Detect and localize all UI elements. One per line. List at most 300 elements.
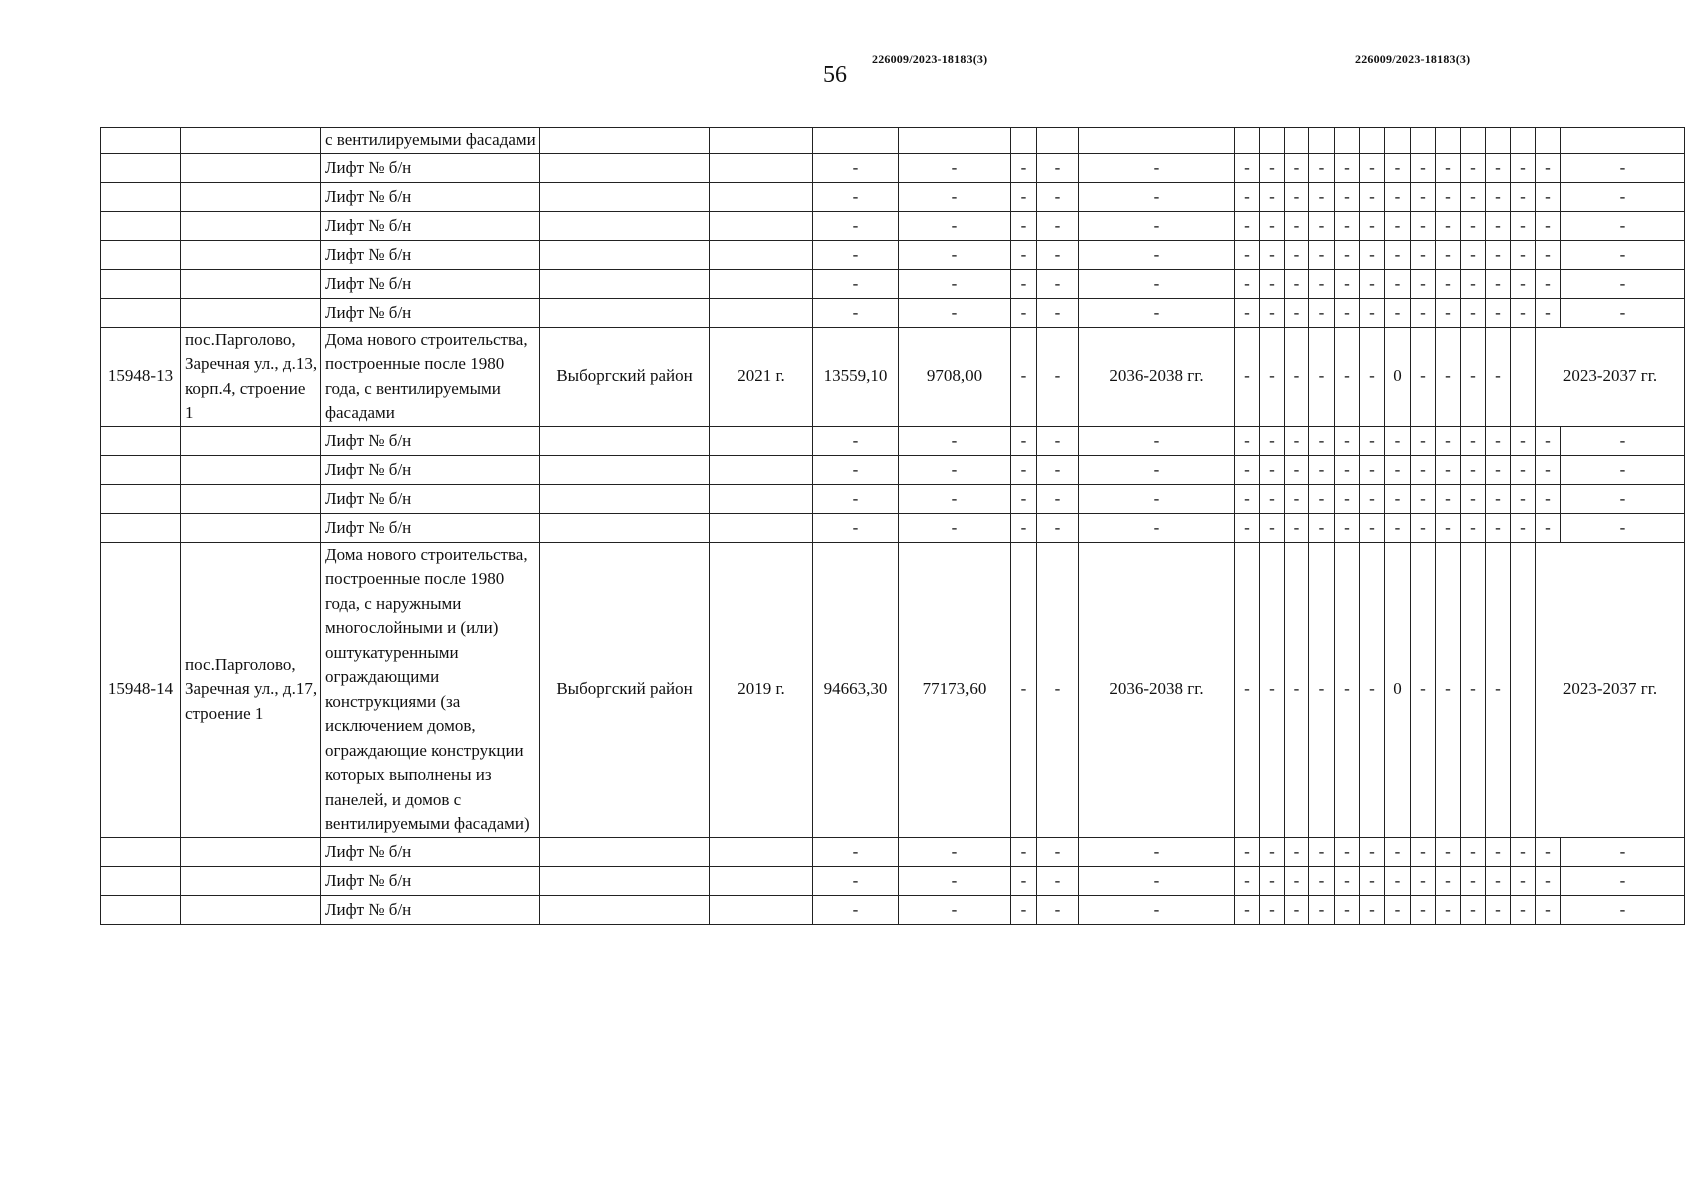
table-cell: - — [1360, 426, 1385, 455]
table-cell: - — [1037, 895, 1079, 924]
table-cell: - — [1436, 455, 1461, 484]
table-cell: - — [1561, 182, 1685, 211]
lift-label: Лифт № б/н — [321, 455, 540, 484]
table-cell — [101, 182, 181, 211]
table-cell — [813, 128, 899, 154]
table-cell — [1511, 327, 1536, 426]
repair-period-cell: 2023-2037 гг. — [1536, 327, 1685, 426]
table-cell: - — [1285, 269, 1309, 298]
table-cell: - — [1235, 895, 1260, 924]
table-cell: - — [1079, 269, 1235, 298]
table-cell: - — [1335, 153, 1360, 182]
table-cell — [101, 240, 181, 269]
table-cell — [181, 455, 321, 484]
table-cell: - — [1285, 426, 1309, 455]
table-cell: - — [1385, 513, 1411, 542]
table-cell: - — [1360, 484, 1385, 513]
table-cell: - — [1461, 211, 1486, 240]
table-cell: - — [1011, 153, 1037, 182]
table-cell: - — [1385, 895, 1411, 924]
table-cell: 0 — [1385, 327, 1411, 426]
table-cell — [710, 866, 813, 895]
table-cell: - — [1536, 837, 1561, 866]
lift-label: Лифт № б/н — [321, 240, 540, 269]
table-cell — [540, 153, 710, 182]
table-cell — [101, 211, 181, 240]
table-cell: - — [1079, 866, 1235, 895]
table-cell: - — [1335, 513, 1360, 542]
table-cell: - — [1486, 895, 1511, 924]
table-cell: - — [1436, 153, 1461, 182]
table-cell: - — [1309, 513, 1335, 542]
table-cell — [101, 426, 181, 455]
table-cell — [540, 240, 710, 269]
table-cell: - — [1260, 269, 1285, 298]
house-id: 15948-13 — [101, 327, 181, 426]
table-cell: - — [1360, 327, 1385, 426]
housing-registry-table — [100, 127, 1685, 925]
table-cell — [540, 426, 710, 455]
table-cell: - — [1360, 182, 1385, 211]
table-cell: - — [1411, 866, 1436, 895]
year-cell: 2019 г. — [710, 542, 813, 837]
table-cell: - — [1561, 513, 1685, 542]
table-cell — [710, 211, 813, 240]
table-cell: - — [899, 895, 1011, 924]
table-cell: - — [1461, 895, 1486, 924]
table-cell: - — [1011, 542, 1037, 837]
table-cell: - — [899, 513, 1011, 542]
table-cell: - — [1385, 484, 1411, 513]
house-type-cell: с вентилируемыми фасадами — [321, 128, 540, 154]
table-cell: - — [813, 895, 899, 924]
table-cell: - — [1561, 895, 1685, 924]
table-cell: - — [1011, 298, 1037, 327]
table-cell: - — [1037, 269, 1079, 298]
table-cell: - — [1011, 240, 1037, 269]
table-cell: - — [1411, 895, 1436, 924]
table-cell: - — [1079, 240, 1235, 269]
table-cell: - — [1436, 895, 1461, 924]
table-cell: - — [1536, 455, 1561, 484]
registration-number-right: 226009/2023-18183(3) — [1355, 52, 1471, 66]
lift-row — [101, 484, 1685, 513]
repair-period-cell: 2023-2037 гг. — [1536, 542, 1685, 837]
table-cell: - — [1385, 837, 1411, 866]
table-cell: - — [1411, 327, 1436, 426]
table-cell: - — [1360, 298, 1385, 327]
table-cell: - — [1536, 895, 1561, 924]
table-cell: - — [1436, 211, 1461, 240]
table-cell: - — [1385, 426, 1411, 455]
lift-label: Лифт № б/н — [321, 513, 540, 542]
table-cell: - — [1536, 153, 1561, 182]
table-cell: - — [1309, 542, 1335, 837]
table-cell: - — [1561, 426, 1685, 455]
table-cell: - — [1511, 182, 1536, 211]
table-cell: - — [1235, 269, 1260, 298]
table-cell: - — [1511, 837, 1536, 866]
table-cell: 0 — [1385, 542, 1411, 837]
table-cell: - — [1011, 895, 1037, 924]
table-cell: - — [1260, 895, 1285, 924]
lift-row — [101, 269, 1685, 298]
living-area-cell: 9708,00 — [899, 327, 1011, 426]
table-cell: - — [1385, 269, 1411, 298]
table-cell: - — [899, 484, 1011, 513]
table-cell — [1411, 128, 1436, 154]
table-cell: - — [1461, 240, 1486, 269]
table-cell: - — [1486, 211, 1511, 240]
table-cell — [101, 153, 181, 182]
table-cell: - — [813, 513, 899, 542]
table-cell: - — [1360, 866, 1385, 895]
table-cell: - — [1461, 837, 1486, 866]
lift-label: Лифт № б/н — [321, 484, 540, 513]
table-cell: - — [1436, 182, 1461, 211]
table-cell: - — [1335, 269, 1360, 298]
table-cell: - — [1037, 211, 1079, 240]
table-cell: - — [1436, 513, 1461, 542]
table-cell: - — [899, 269, 1011, 298]
table-cell: - — [1235, 455, 1260, 484]
table-cell: - — [1335, 837, 1360, 866]
table-cell: - — [1385, 240, 1411, 269]
table-cell: - — [1309, 269, 1335, 298]
table-cell: - — [1536, 426, 1561, 455]
lift-label: Лифт № б/н — [321, 866, 540, 895]
table-cell: - — [1309, 426, 1335, 455]
table-cell: - — [1235, 240, 1260, 269]
table-cell: - — [1385, 153, 1411, 182]
lift-row — [101, 182, 1685, 211]
table-cell: - — [1079, 153, 1235, 182]
table-cell: - — [1486, 484, 1511, 513]
table-cell: - — [813, 269, 899, 298]
table-cell: - — [1511, 866, 1536, 895]
lift-label: Лифт № б/н — [321, 182, 540, 211]
table-cell — [899, 128, 1011, 154]
table-cell: - — [1436, 542, 1461, 837]
table-cell: - — [1511, 513, 1536, 542]
table-cell: - — [1079, 182, 1235, 211]
table-cell: - — [1309, 153, 1335, 182]
table-cell: - — [1486, 455, 1511, 484]
table-cell: - — [1285, 513, 1309, 542]
table-cell — [101, 513, 181, 542]
house-id: 15948-14 — [101, 542, 181, 837]
page-number: 56 — [823, 62, 847, 88]
table-cell: - — [1260, 837, 1285, 866]
table-cell: - — [1335, 866, 1360, 895]
table-cell — [540, 182, 710, 211]
table-cell — [101, 128, 181, 154]
table-cell: - — [1235, 327, 1260, 426]
district-cell: Выборгский район — [540, 327, 710, 426]
table-cell: - — [1235, 426, 1260, 455]
table-cell — [540, 128, 710, 154]
table-cell — [181, 211, 321, 240]
table-cell — [1436, 128, 1461, 154]
table-cell — [181, 866, 321, 895]
table-cell — [1335, 128, 1360, 154]
table-cell: - — [1436, 298, 1461, 327]
table-cell: - — [1360, 895, 1385, 924]
table-cell: - — [1011, 866, 1037, 895]
table-cell: - — [1461, 426, 1486, 455]
table-cell: - — [1511, 298, 1536, 327]
table-cell: - — [1411, 298, 1436, 327]
table-cell: - — [1079, 837, 1235, 866]
table-cell — [540, 513, 710, 542]
table-cell: - — [1285, 240, 1309, 269]
table-cell: - — [1235, 211, 1260, 240]
table-cell: - — [1011, 513, 1037, 542]
table-cell: - — [1536, 211, 1561, 240]
table-cell: - — [1385, 866, 1411, 895]
table-cell: - — [1037, 153, 1079, 182]
table-cell: - — [1037, 866, 1079, 895]
table-cell: - — [1486, 426, 1511, 455]
table-cell: - — [1461, 182, 1486, 211]
table-cell: - — [1561, 298, 1685, 327]
living-area-cell: 77173,60 — [899, 542, 1011, 837]
table-cell: - — [1511, 269, 1536, 298]
table-cell — [710, 455, 813, 484]
table-cell: - — [1385, 211, 1411, 240]
table-cell: - — [899, 455, 1011, 484]
table-cell: - — [1309, 211, 1335, 240]
lift-row — [101, 153, 1685, 182]
table-cell — [710, 484, 813, 513]
table-cell: - — [1561, 269, 1685, 298]
table-cell — [710, 269, 813, 298]
table-cell: - — [1309, 455, 1335, 484]
table-cell: - — [1511, 426, 1536, 455]
table-cell: - — [1536, 484, 1561, 513]
table-cell: - — [1486, 542, 1511, 837]
table-cell: - — [1260, 211, 1285, 240]
table-cell: - — [1461, 455, 1486, 484]
table-cell: - — [1411, 837, 1436, 866]
table-cell: - — [1260, 484, 1285, 513]
table-cell — [540, 895, 710, 924]
table-cell: - — [1285, 895, 1309, 924]
table-cell: - — [813, 837, 899, 866]
table-cell: - — [1536, 182, 1561, 211]
table-cell: - — [1309, 182, 1335, 211]
table-cell: - — [1561, 211, 1685, 240]
table-cell: - — [899, 298, 1011, 327]
table-cell — [1511, 128, 1536, 154]
table-cell: - — [1360, 837, 1385, 866]
house-type-cell: Дома нового строительства, построенные после 1980 года, с наружными многослойными и (или) оштукатуренными ограждающими конструкциями (за исключением домов, ограждающие конструкции которых выполнены из панелей, и домов с вентилируемыми фасадами) — [321, 542, 540, 837]
table-cell: - — [1260, 455, 1285, 484]
table-cell — [710, 513, 813, 542]
table-cell: - — [1436, 426, 1461, 455]
table-cell: - — [1486, 327, 1511, 426]
lift-row — [101, 837, 1685, 866]
lift-label: Лифт № б/н — [321, 837, 540, 866]
table-cell — [181, 269, 321, 298]
table-cell: - — [1037, 298, 1079, 327]
table-cell: - — [1411, 542, 1436, 837]
table-cell: - — [1260, 426, 1285, 455]
lift-row — [101, 211, 1685, 240]
table-cell — [710, 895, 813, 924]
table-cell: - — [1561, 866, 1685, 895]
table-cell: - — [899, 837, 1011, 866]
table-cell — [540, 866, 710, 895]
table-cell: - — [813, 484, 899, 513]
table-cell: - — [1461, 298, 1486, 327]
table-cell: - — [1335, 211, 1360, 240]
table-cell: - — [1360, 542, 1385, 837]
table-cell: - — [1079, 455, 1235, 484]
table-cell: - — [1511, 895, 1536, 924]
table-cell: - — [1360, 153, 1385, 182]
table-cell: - — [813, 240, 899, 269]
table-cell: - — [1335, 182, 1360, 211]
table-cell — [1309, 128, 1335, 154]
table-cell: - — [813, 182, 899, 211]
table-cell: - — [1285, 211, 1309, 240]
table-cell: - — [1335, 542, 1360, 837]
table-cell: - — [1385, 455, 1411, 484]
table-cell: - — [1285, 182, 1309, 211]
lift-row — [101, 866, 1685, 895]
district-cell: Выборгский район — [540, 542, 710, 837]
table-cell: - — [1037, 240, 1079, 269]
table-cell — [710, 240, 813, 269]
table-cell: - — [813, 153, 899, 182]
table-cell: - — [1260, 153, 1285, 182]
table-cell: - — [1285, 542, 1309, 837]
table-cell: - — [1260, 542, 1285, 837]
table-cell: - — [1260, 866, 1285, 895]
table-cell: - — [1511, 455, 1536, 484]
table-cell: - — [1260, 298, 1285, 327]
table-cell — [710, 128, 813, 154]
table-cell: - — [1461, 327, 1486, 426]
table-cell: - — [1037, 542, 1079, 837]
table-cell: - — [1486, 153, 1511, 182]
table-cell: - — [1285, 837, 1309, 866]
house-row — [101, 327, 1685, 426]
table-cell: - — [1461, 513, 1486, 542]
lift-row — [101, 298, 1685, 327]
continuation-row — [101, 128, 1685, 154]
table-cell: - — [1561, 240, 1685, 269]
table-cell: - — [1486, 240, 1511, 269]
table-cell: - — [1037, 455, 1079, 484]
table-cell — [540, 211, 710, 240]
table-cell: - — [1486, 298, 1511, 327]
table-cell — [1385, 128, 1411, 154]
table-cell — [101, 298, 181, 327]
table-cell — [181, 182, 321, 211]
table-cell: - — [1285, 298, 1309, 327]
table-cell — [181, 895, 321, 924]
table-cell: - — [1235, 182, 1260, 211]
address-cell: пос.Парголово, Заречная ул., д.17, строение 1 — [181, 542, 321, 837]
table-cell: - — [1436, 837, 1461, 866]
table-cell: - — [1079, 484, 1235, 513]
table-cell: - — [1536, 240, 1561, 269]
table-cell: - — [1235, 153, 1260, 182]
total-area-cell: 13559,10 — [813, 327, 899, 426]
table-cell: - — [1285, 327, 1309, 426]
table-cell: - — [1260, 513, 1285, 542]
table-cell: - — [1536, 866, 1561, 895]
table-cell — [540, 269, 710, 298]
table-cell: - — [1411, 455, 1436, 484]
table-cell: - — [1461, 269, 1486, 298]
table-cell: - — [1536, 298, 1561, 327]
table-cell — [1536, 128, 1561, 154]
table-cell: - — [1360, 513, 1385, 542]
planned-period-cell: 2036-2038 гг. — [1079, 327, 1235, 426]
table-cell — [181, 153, 321, 182]
table-cell: - — [1411, 426, 1436, 455]
table-cell: - — [1360, 455, 1385, 484]
table-cell: - — [899, 182, 1011, 211]
table-cell: - — [1511, 153, 1536, 182]
table-cell: - — [1079, 895, 1235, 924]
table-cell — [181, 513, 321, 542]
table-cell — [101, 484, 181, 513]
table-cell: - — [1335, 455, 1360, 484]
table-cell — [101, 837, 181, 866]
table-cell: - — [1335, 895, 1360, 924]
table-cell: - — [1411, 513, 1436, 542]
table-cell: - — [1486, 182, 1511, 211]
table-cell: - — [1511, 211, 1536, 240]
table-cell — [181, 240, 321, 269]
table-cell — [710, 837, 813, 866]
table-cell: - — [1536, 269, 1561, 298]
table-cell: - — [1561, 837, 1685, 866]
table-cell: - — [1436, 240, 1461, 269]
table-cell — [1461, 128, 1486, 154]
table-cell: - — [1309, 895, 1335, 924]
table-cell: - — [899, 240, 1011, 269]
table-cell: - — [1011, 837, 1037, 866]
table-cell: - — [1335, 327, 1360, 426]
lift-label: Лифт № б/н — [321, 269, 540, 298]
table-cell: - — [1285, 866, 1309, 895]
table-cell — [1561, 128, 1685, 154]
year-cell: 2021 г. — [710, 327, 813, 426]
lift-label: Лифт № б/н — [321, 426, 540, 455]
table-cell — [1235, 128, 1260, 154]
table-cell — [1511, 542, 1536, 837]
table-cell — [101, 866, 181, 895]
table-cell — [540, 455, 710, 484]
table-cell — [710, 182, 813, 211]
table-cell — [710, 298, 813, 327]
table-cell — [181, 128, 321, 154]
lift-row — [101, 513, 1685, 542]
table-cell: - — [1436, 484, 1461, 513]
table-cell: - — [1235, 513, 1260, 542]
table-cell: - — [1561, 484, 1685, 513]
table-cell — [540, 484, 710, 513]
table-cell: - — [1309, 484, 1335, 513]
table-cell: - — [1486, 513, 1511, 542]
address-cell: пос.Парголово, Заречная ул., д.13, корп.4, строение 1 — [181, 327, 321, 426]
table-cell: - — [1309, 837, 1335, 866]
